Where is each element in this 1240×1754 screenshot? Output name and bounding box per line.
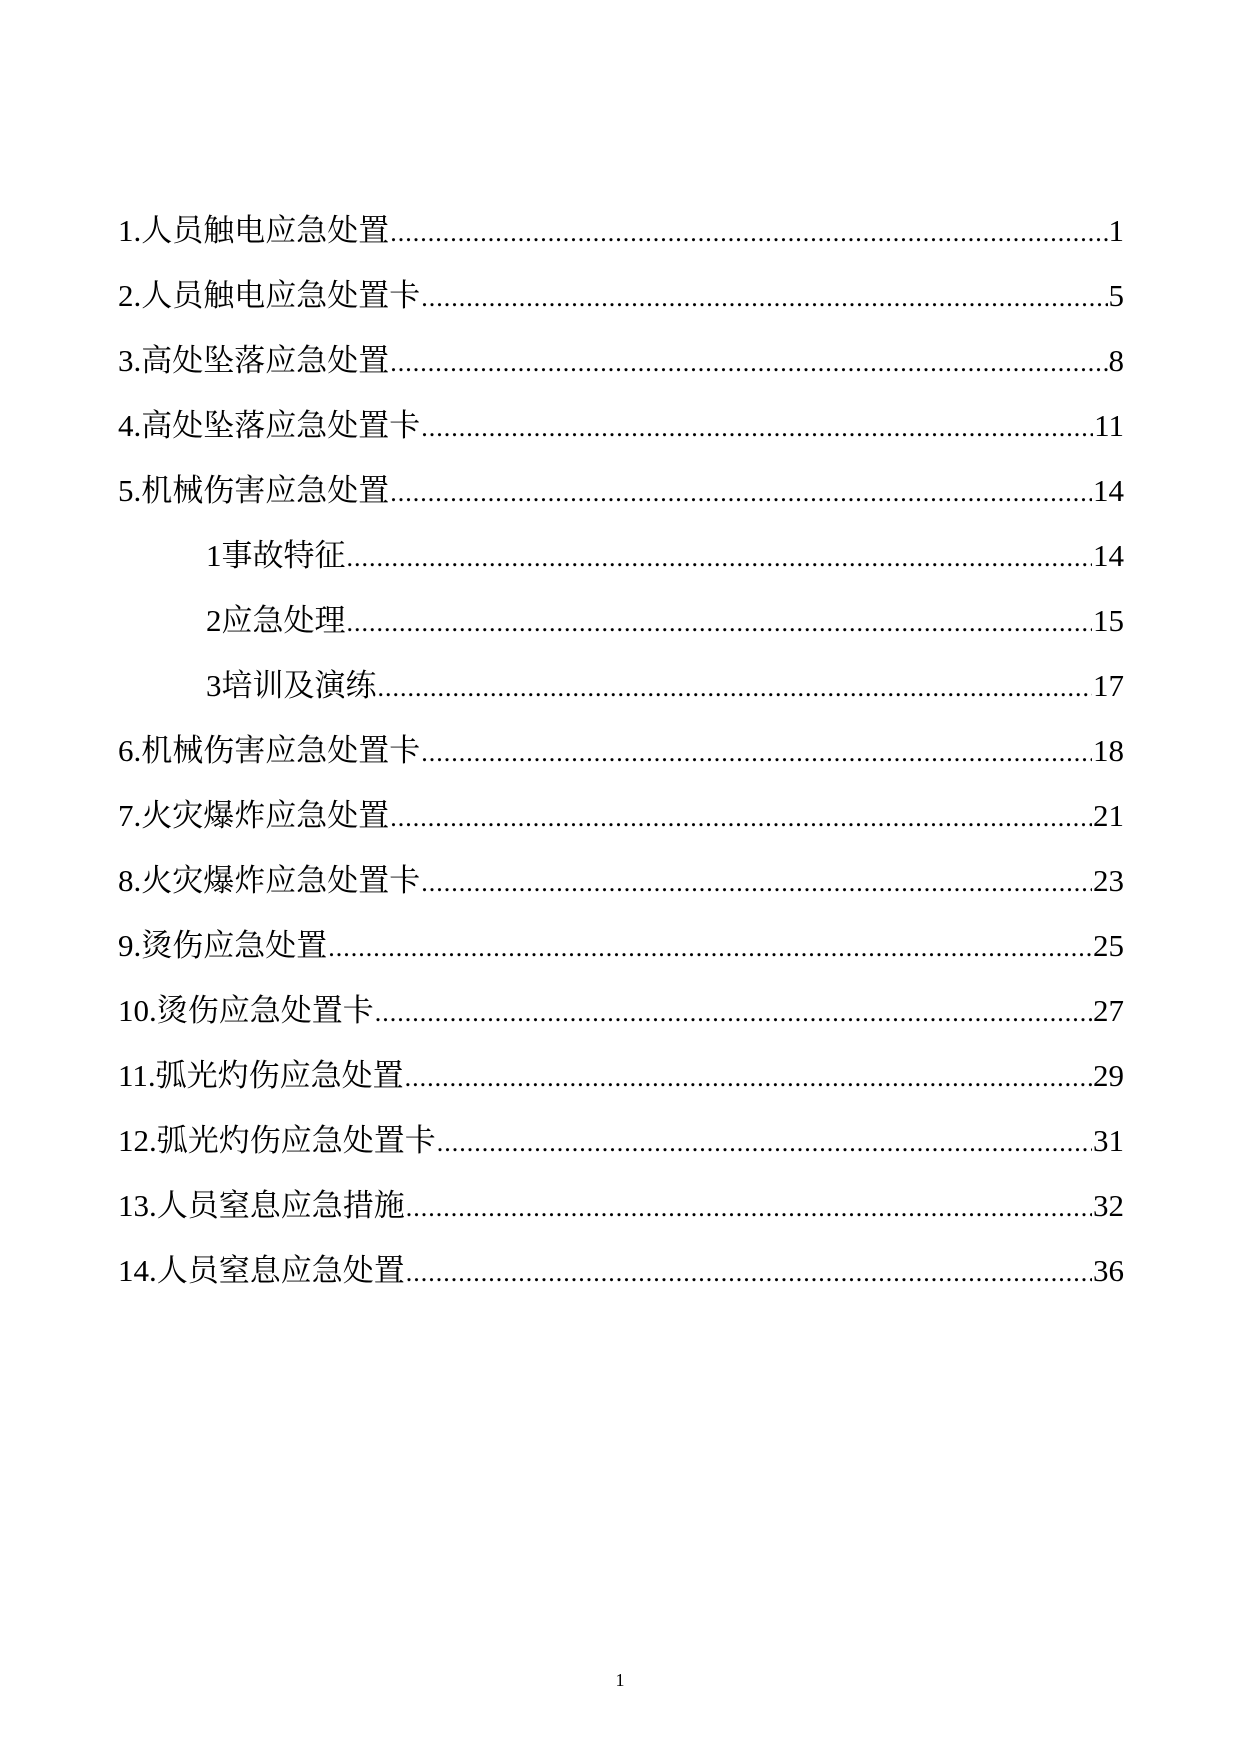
toc-entry-title: 事故特征: [221, 538, 346, 573]
toc-entry-title: 弧光灼伤应急处置: [155, 1058, 404, 1093]
toc-entry-page: 11: [1094, 408, 1124, 443]
toc-entry-page: 15: [1093, 603, 1124, 638]
toc-entry-title: 人员窒息应急措施: [156, 1188, 405, 1223]
toc-entry-number: 14.: [118, 1253, 157, 1288]
toc-entry-page: 27: [1093, 993, 1124, 1028]
table-of-contents: [118, 198, 1124, 1303]
toc-entry-page: 17: [1093, 668, 1124, 703]
toc-subentry[interactable]: [118, 653, 1124, 718]
toc-entry-page: 14: [1093, 538, 1124, 573]
toc-entry-page: 32: [1093, 1188, 1124, 1223]
toc-entry[interactable]: [118, 783, 1124, 848]
toc-entry[interactable]: [118, 1108, 1124, 1173]
toc-entry-number: 13.: [118, 1188, 157, 1223]
toc-entry-number: 12.: [118, 1123, 157, 1158]
toc-entry-number: 11.: [118, 1058, 156, 1093]
toc-entry-number: 2: [206, 603, 222, 638]
dot-leader: [421, 265, 1107, 330]
toc-entry[interactable]: [118, 718, 1124, 783]
toc-entry[interactable]: [118, 978, 1124, 1043]
dot-leader: [375, 980, 1092, 1045]
dot-leader: [421, 720, 1092, 785]
toc-entry-title: 高处坠落应急处置: [141, 343, 390, 378]
dot-leader: [390, 330, 1107, 395]
toc-entry-number: 5.: [118, 473, 142, 508]
toc-subentry[interactable]: [118, 523, 1124, 588]
toc-entry-page: 14: [1093, 473, 1124, 508]
dot-leader: [421, 395, 1093, 460]
toc-entry-page: 21: [1093, 798, 1124, 833]
toc-entry[interactable]: [118, 393, 1124, 458]
toc-entry-page: 25: [1093, 928, 1124, 963]
toc-entry-title: 火灾爆炸应急处置卡: [141, 863, 421, 898]
toc-entry-title: 人员窒息应急处置: [156, 1253, 405, 1288]
dot-leader: [406, 1240, 1092, 1305]
dot-leader: [421, 850, 1092, 915]
toc-entry-title: 烫伤应急处置卡: [156, 993, 374, 1028]
toc-entry-number: 10.: [118, 993, 157, 1028]
toc-entry-title: 弧光灼伤应急处置卡: [156, 1123, 436, 1158]
toc-entry-title: 人员触电应急处置卡: [141, 278, 421, 313]
dot-leader: [378, 655, 1093, 720]
toc-entry[interactable]: [118, 913, 1124, 978]
toc-entry-number: 3: [206, 668, 222, 703]
toc-entry[interactable]: [118, 263, 1124, 328]
toc-entry-page: 29: [1093, 1058, 1124, 1093]
dot-leader: [390, 785, 1092, 850]
toc-entry-page: 18: [1093, 733, 1124, 768]
dot-leader: [437, 1110, 1092, 1175]
toc-entry-page: 5: [1108, 278, 1124, 313]
toc-entry-title: 机械伤害应急处置卡: [141, 733, 421, 768]
toc-entry[interactable]: [118, 1173, 1124, 1238]
toc-entry-title: 人员触电应急处置: [141, 213, 390, 248]
dot-leader: [406, 1175, 1092, 1240]
toc-entry-number: 4.: [118, 408, 142, 443]
toc-entry-number: 1: [206, 538, 222, 573]
page-number: 1: [615, 1670, 625, 1690]
toc-entry-page: 23: [1093, 863, 1124, 898]
toc-entry-number: 6.: [118, 733, 142, 768]
toc-entry-title: 火灾爆炸应急处置: [141, 798, 390, 833]
toc-entry[interactable]: [118, 1238, 1124, 1303]
toc-entry[interactable]: [118, 198, 1124, 263]
dot-leader: [390, 200, 1107, 265]
toc-entry-number: 8.: [118, 863, 142, 898]
toc-entry-page: 31: [1093, 1123, 1124, 1158]
dot-leader: [390, 460, 1092, 525]
toc-entry-title: 烫伤应急处置: [141, 928, 328, 963]
toc-entry[interactable]: [118, 458, 1124, 523]
toc-entry[interactable]: [118, 1043, 1124, 1108]
toc-entry-title: 机械伤害应急处置: [141, 473, 390, 508]
toc-entry-number: 2.: [118, 278, 142, 313]
dot-leader: [347, 525, 1093, 590]
toc-entry-page: 8: [1108, 343, 1124, 378]
toc-entry[interactable]: [118, 848, 1124, 913]
toc-entry-page: 1: [1108, 213, 1124, 248]
toc-entry-number: 7.: [118, 798, 142, 833]
dot-leader: [405, 1045, 1092, 1110]
toc-entry-number: 3.: [118, 343, 142, 378]
toc-entry-title: 应急处理: [221, 603, 346, 638]
toc-entry-title: 高处坠落应急处置卡: [141, 408, 421, 443]
dot-leader: [328, 915, 1092, 980]
toc-entry[interactable]: [118, 328, 1124, 393]
toc-entry-title: 培训及演练: [221, 668, 377, 703]
toc-entry-number: 9.: [118, 928, 142, 963]
toc-entry-number: 1.: [118, 213, 142, 248]
toc-subentry[interactable]: [118, 588, 1124, 653]
dot-leader: [347, 590, 1093, 655]
toc-entry-page: 36: [1093, 1253, 1124, 1288]
